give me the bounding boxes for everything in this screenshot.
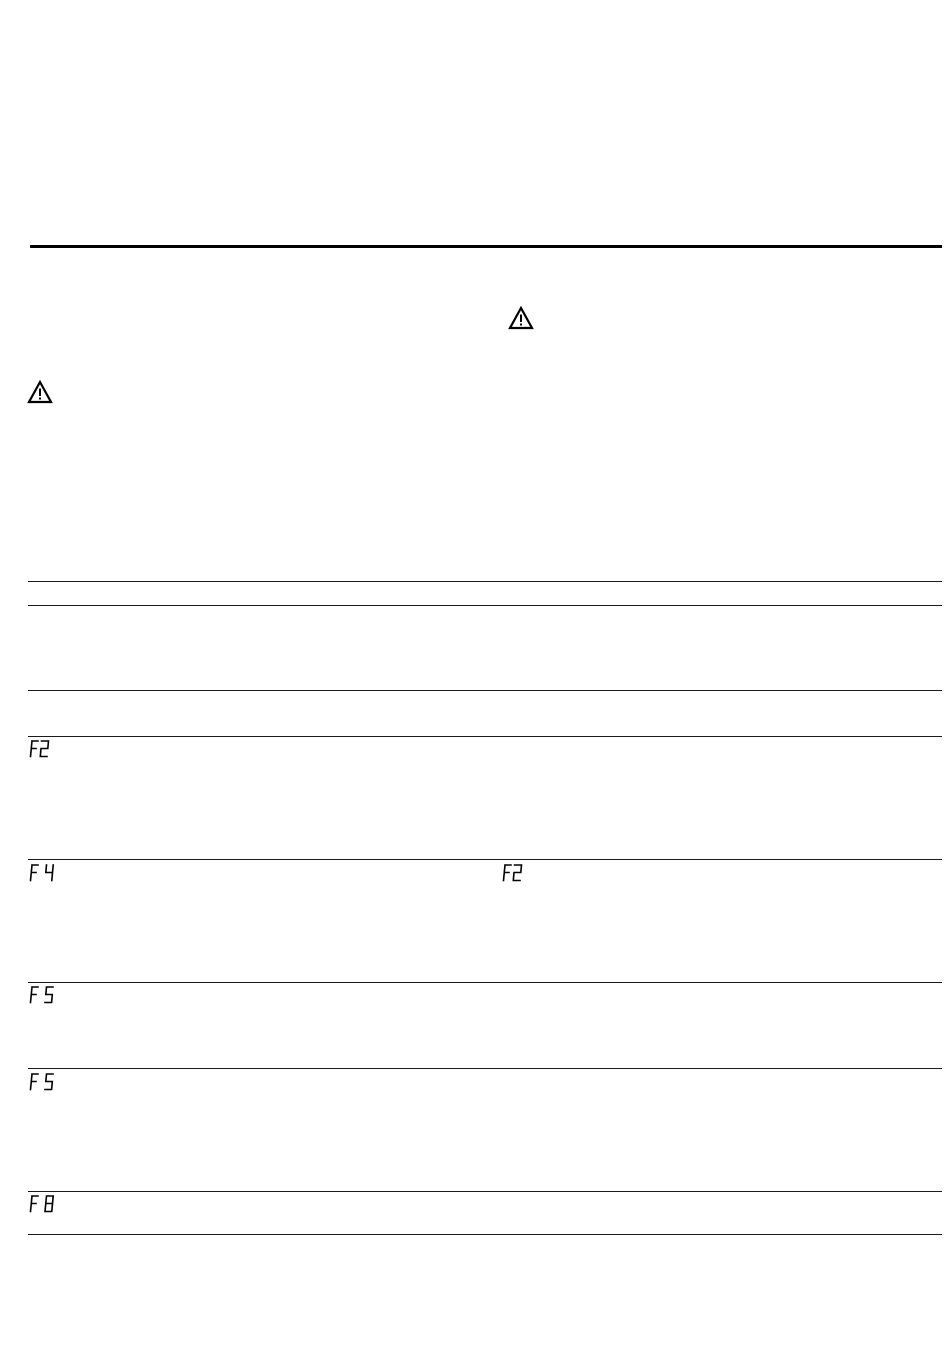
error-code-f5	[28, 986, 58, 1006]
warning-triangle-icon	[27, 380, 53, 404]
table-row-rule	[28, 690, 942, 691]
error-code-f2	[28, 740, 54, 760]
section-divider	[30, 245, 942, 248]
error-code-f2	[501, 864, 527, 884]
warning-triangle-icon	[508, 306, 534, 330]
table-bottom-rule	[28, 1234, 942, 1235]
table-row-rule	[28, 859, 942, 860]
table-header-rule	[28, 605, 942, 606]
table-top-rule	[28, 581, 942, 582]
table-row-rule	[28, 736, 942, 737]
error-code-f5	[28, 1073, 58, 1093]
error-code-f4	[28, 864, 58, 884]
table-row-rule	[28, 1068, 942, 1069]
table-row-rule	[28, 982, 942, 983]
error-code-f8	[28, 1195, 58, 1215]
table-row-rule	[28, 1191, 942, 1192]
